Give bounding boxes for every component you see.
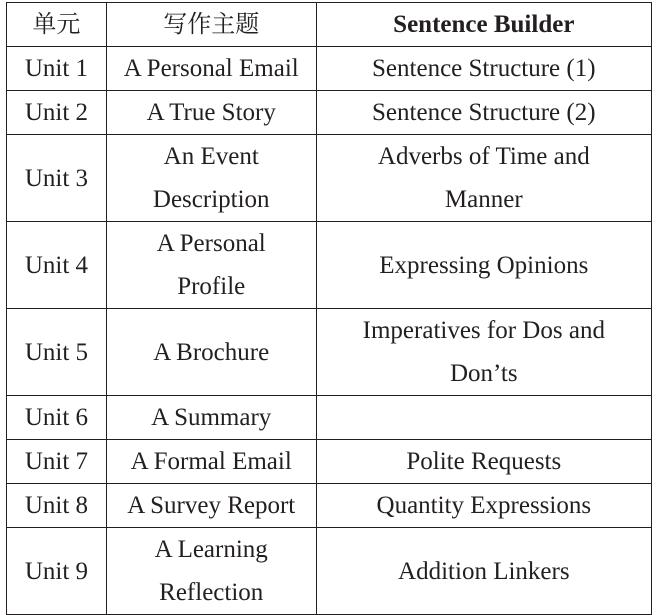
table-row [7, 47, 652, 91]
builder-cell [316, 396, 651, 440]
builder-cell: Imperatives for Dos and Don’ts [316, 309, 651, 396]
table-row [7, 91, 652, 135]
header-sentence-builder: Sentence Builder [316, 3, 651, 47]
topic-cell: A Summary [106, 396, 316, 440]
builder-cell: Polite Requests [316, 440, 651, 484]
unit-cell: Unit 6 [7, 396, 107, 440]
table-row [7, 440, 652, 484]
unit-cell: Unit 4 [7, 222, 107, 309]
table-row [7, 484, 652, 528]
builder-cell: Expressing Opinions [316, 222, 651, 309]
topic-cell: An Event Description [106, 135, 316, 222]
builder-cell: Quantity Expressions [316, 484, 651, 528]
unit-cell: Unit 2 [7, 91, 107, 135]
builder-cell: Sentence Structure (1) [316, 47, 651, 91]
unit-cell: Unit 1 [7, 47, 107, 91]
topic-cell: A Personal Profile [106, 222, 316, 309]
writing-units-table [6, 2, 652, 615]
topic-cell: A Formal Email [106, 440, 316, 484]
builder-cell: Adverbs of Time and Manner [316, 135, 651, 222]
header-writing-topic: 写作主题 [106, 3, 316, 47]
topic-cell: A Learning Reflection [106, 528, 316, 615]
table-row [7, 135, 652, 222]
builder-cell: Addition Linkers [316, 528, 651, 615]
table-row [7, 396, 652, 440]
builder-cell: Sentence Structure (2) [316, 91, 651, 135]
table-row [7, 309, 652, 396]
table-row [7, 528, 652, 615]
unit-cell: Unit 9 [7, 528, 107, 615]
unit-cell: Unit 3 [7, 135, 107, 222]
topic-cell: A Personal Email [106, 47, 316, 91]
unit-cell: Unit 8 [7, 484, 107, 528]
topic-cell: A True Story [106, 91, 316, 135]
unit-cell: Unit 7 [7, 440, 107, 484]
topic-cell: A Brochure [106, 309, 316, 396]
table-row [7, 222, 652, 309]
table-header-row [7, 3, 652, 47]
header-unit: 单元 [7, 3, 107, 47]
unit-cell: Unit 5 [7, 309, 107, 396]
topic-cell: A Survey Report [106, 484, 316, 528]
